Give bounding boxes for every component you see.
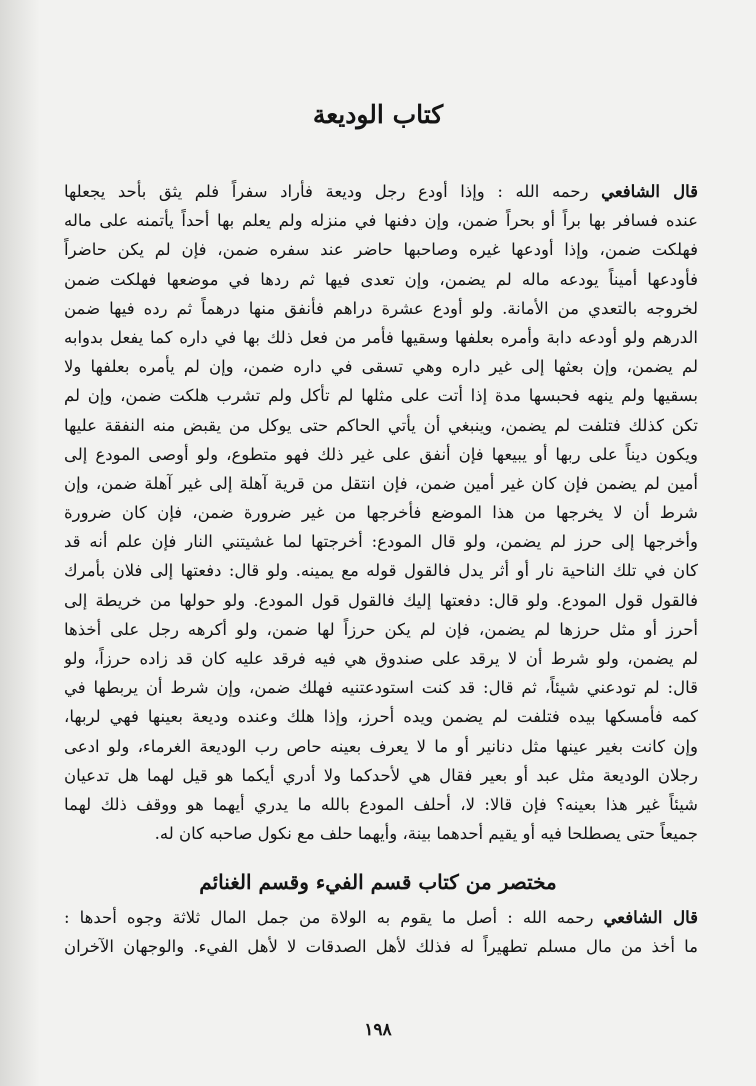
chapter-title: كتاب الوديعة bbox=[312, 100, 444, 129]
text-line: فالقول قول المودع. ولو قال: دفعتها إليك فالقول قول المودع. ولو حولها من خريطة إلى bbox=[64, 590, 698, 610]
page-number: ١٩٨ bbox=[364, 1020, 392, 1040]
text-line: عنده فسافر بها براً أو بحراً ضمن، وإن دفنها في منزله ولم يعلم بها أحداً يأتمنه على ماله bbox=[64, 211, 698, 231]
text-line: وإن كانت بغير عينها مثل دنانير أو ما لا يعرف بعينه حاص رب الوديعة الغرماء، ولو ادعى bbox=[64, 736, 698, 756]
text-line: قال الشافعي رحمه الله : وإذا أودع رجل وديعة فأراد سفراً فلم يثق بأحد يجعلها bbox=[64, 182, 698, 201]
text-line: كمه فأمسكها بيده فتلفت لم يضمن ويده أحرز، وإذا هلك وعنده وديعة بعينها فهي لربها، bbox=[64, 707, 698, 727]
text-line: فأودعها أميناً يودعه ماله لم يضمن، وإن تعدى فيها ثم ردها في موضعها فهلكت ضمن bbox=[64, 269, 698, 289]
text-line: جميعاً حتى يصطلحا فيه أو يقيم أحدهما بينة، وأيهما حلف مع نكول صاحبه كان له. bbox=[154, 824, 698, 844]
section-1-text bbox=[64, 177, 698, 848]
text-line: كان في تلك الناحية نار أو أثر يدل فالقول قوله مع يمينه. ولو قال: دفعتها إلى فلان بأمرك bbox=[64, 561, 698, 581]
text-line: رجلان الوديعة مثل عبد أو بعير فقال هي لأحدكما ولا أدري أيكما هو قيل لهما هل تدعيان bbox=[64, 765, 698, 785]
text-line: الدرهم ولو أودعه دابة وأمره بعلفها وسقيها فأمر من فعل ذلك بها في داره كما يفعل بدوابه bbox=[64, 327, 698, 347]
text-line: ويكون ديناً على ربها أو يبيعها فإن أنفق على غير ذلك فهو متطوع، ولو أوصى المودع إلى bbox=[64, 444, 698, 464]
section-2-text bbox=[64, 903, 698, 961]
page-gutter-shadow bbox=[0, 0, 40, 1086]
text-line: لم يضمن، ولو شرط أن لا يرقد على صندوق هي فيه فرقد عليه كان قد زاده حرزاً، ولو bbox=[64, 649, 698, 668]
text-line: شرط أن لا يخرجها من هذا الموضع فأخرجها من غير ضرورة ضمن، فإن كان ضرورة bbox=[64, 503, 698, 523]
text-line: شيئاً غير هذا بعينه؟ فإن قالا: لا، أحلف المودع بالله ما يدري أيهما هو ووقف ذلك لهما bbox=[64, 794, 698, 814]
text-line: أمين لم يضمن فإن كان غير أمين ضمن، فإن انتقل من قرية آهلة إلى غير آهلة ضمن، وإن bbox=[64, 473, 698, 493]
text-line: لم يضمن، وإن بعثها إلى غير داره وهي تسقى في داره ضمن، وإن لم يأمره بعلفها ولا bbox=[64, 357, 698, 377]
text-line: فهلكت ضمن، وإذا أودعها غيره وصاحبها حاضر عند سفره ضمن، فإن لم يكن حاضراً bbox=[64, 240, 698, 260]
text-line: قال: لم تودعني شيئاً، ثم قال: قد كنت استودعتنيه فهلك ضمن، وإن شرط أن يربطها في bbox=[64, 678, 698, 698]
text-line: تكن كذلك فتلفت لم يضمن، وينبغي أن يأتي الحاكم حتى يوكل من يقبض منه النفقة عليها bbox=[64, 415, 698, 435]
text-line: قال الشافعي رحمه الله : أصل ما يقوم به الولاة من جمل المال ثلاثة وجوه أحدها : bbox=[64, 908, 698, 927]
text-line: بسقيها ولم ينهه فحبسها مدة إذا أتت على مثلها لم تأكل ولم تشرب هلكت ضمن، وإن لم bbox=[64, 386, 698, 406]
text-line: ما أخذ من مال مسلم تطهيراً له فذلك لأهل الصدقات لا لأهل الفيء. والوجهان الآخران bbox=[64, 937, 698, 957]
speaker-name: قال الشافعي bbox=[603, 908, 698, 927]
text-line: وأخرجها إلى حرز لم يضمن، ولو قال المودع: أخرجتها لما غشيتني النار فإن علم أنه قد bbox=[64, 532, 698, 552]
speaker-name: قال الشافعي bbox=[601, 182, 698, 201]
section-subtitle: مختصر من كتاب قسم الفيء وقسم الغنائم bbox=[199, 870, 557, 894]
text-line: لخروجه بالتعدي من الأمانة. ولو أودع عشرة دراهم فأنفق منها درهماً ثم رده فيها ضمن bbox=[64, 298, 698, 318]
text-line: أحرز أو مثل حرزها لم يضمن، فإن لم يكن حرزاً لها ضمن، ولو أكرهه رجل على أخذها bbox=[64, 619, 698, 639]
